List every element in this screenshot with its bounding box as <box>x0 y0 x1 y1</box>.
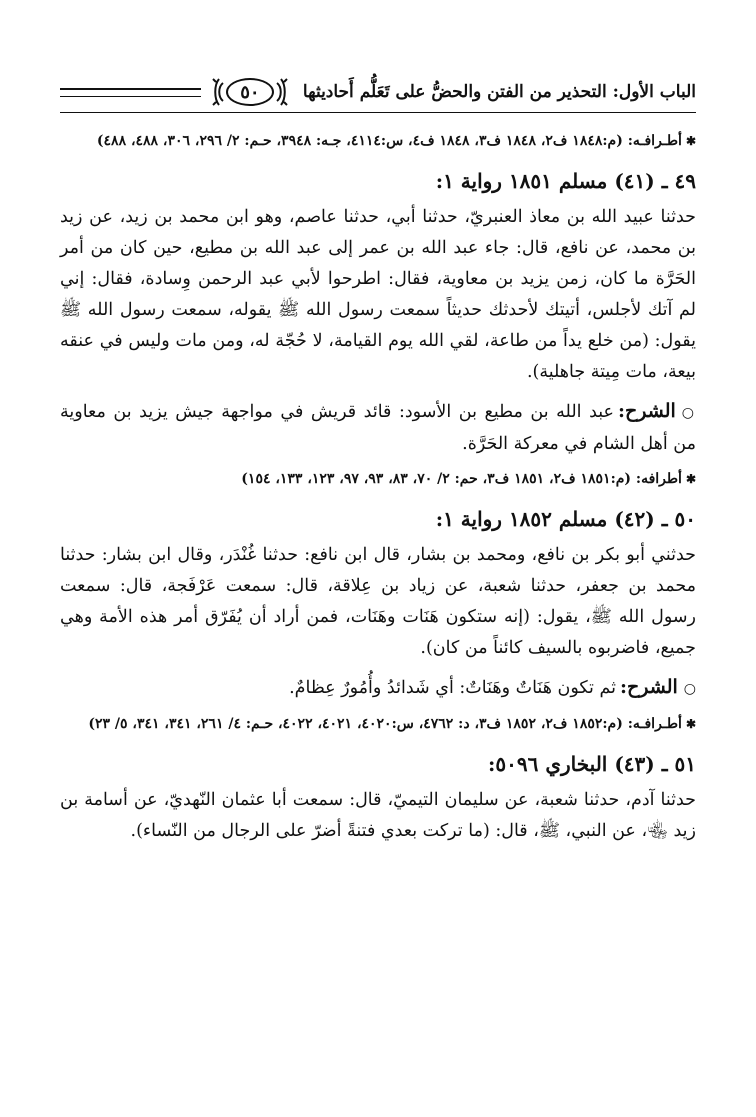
hadith-heading: ٤٩ ـ (٤١) مسلم ١٨٥١ رواية ١: <box>435 169 696 193</box>
sharh-label: الشرح: <box>620 676 678 698</box>
asterisk-icon: ✱ <box>685 472 696 486</box>
asterisk-icon: ✱ <box>685 134 696 148</box>
hadith-heading: ٥١ ـ (٤٣) البخاري ٥٠٩٦: <box>488 752 696 776</box>
atraf-note: ✱أطرافه: (م:١٨٥١ ف٢، ١٨٥١ ف٣، حم: ٢/ ٧٠، ٨٣، ٩٣، ٩٧، ١٢٣، ١٣٣، ١٥٤) <box>241 471 696 487</box>
ornament-right-icon <box>273 77 289 107</box>
sharh-note: ○الشرح:ثم تكون هَنَاتٌ وهَنَاتٌ: أي شَدائدُ وأُمُورٌ عِظامٌ. <box>289 676 696 698</box>
sharh-label: الشرح: <box>618 400 676 422</box>
chapter-title: الباب الأول: التحذير من الفتن والحضُّ على تَعَلُّم أَحاديثها <box>302 82 696 102</box>
header-divider <box>60 112 696 113</box>
hadith-text: حدثني أبو بكر بن نافع، ومحمد بن بشار، قال ابن نافع: حدثنا غُنْدَر، وقال ابن بشار: حدثنا محمد بن جعفر، حدثنا شعبة، عن زياد بن عِلاقة، قال: سمعت عَرْفَجة، قال: سمعت رسول الله ﷺ، يقول: (إنه ستكون هَنَات وهَنَات، فمن أراد أن يُفَرّق أمر هذه الأمة وهي جميع، فاضربوه بالسيف كائناً من كان). <box>60 545 696 658</box>
hadith-text: حدثنا عبيد الله بن معاذ العنبريّ، حدثنا أبي، حدثنا عاصم، وهو ابن محمد بن زيد، عن زيد بن محمد، عن نافع، قال: جاء عبد الله بن عمر إلى عبد الله بن مطيع، حين كان من أمر الحَرَّة ما كان، زمن يزيد بن معاوية، فقال: اطرحوا لأبي عبد الرحمن وِسادة، فقال: إني لم آتك لأجلس، أتيتك لأحدثك حديثاً سمعت رسول الله ﷺ يقوله، سمعت رسول الله ﷺ يقول: (من خلع يداً من طاعة، لقي الله يوم القيامة، لا حُجّة له، ومن مات وليس في عنقه بيعة، مات مِيتة جاهلية). <box>60 207 696 382</box>
page-number-badge <box>211 75 289 109</box>
circle-bullet-icon: ○ <box>683 681 696 697</box>
page-header <box>60 72 696 112</box>
hadith-heading: ٥٠ ـ (٤٢) مسلم ١٨٥٢ رواية ١: <box>435 507 696 531</box>
ornament-left-icon <box>211 77 227 107</box>
page-content <box>60 130 696 855</box>
sharh-note: ○الشرح:عبد الله بن مطيع بن الأسود: قائد قريش في مواجهة جيش يزيد بن معاوية من أهل الشام في معركة الحَرَّة. <box>60 400 696 454</box>
atraf-note: ✱أطـرافـه: (م:١٨٥٢ ف٢، ١٨٥٢ ف٣، د: ٤٧٦٢، س:٤٠٢٠، ٤٠٢١، ٤٠٢٢، حـم: ٤/ ٢٦١، ٣٤١، ٣٤١، ٥/ ٢٣) <box>88 716 696 732</box>
asterisk-icon: ✱ <box>685 717 696 731</box>
atraf-note: ✱أطـرافـه: (م:١٨٤٨ ف٢، ١٨٤٨ ف٣، ١٨٤٨ ف٤، س:٤١١٤، جـه: ٣٩٤٨، حـم: ٢/ ٢٩٦، ٣٠٦، ٤٨٨، ٤٨٨) <box>96 133 696 149</box>
page-number: ٥٠ <box>226 78 274 106</box>
circle-bullet-icon: ○ <box>681 405 696 421</box>
header-rule <box>60 88 201 97</box>
hadith-text: حدثنا آدم، حدثنا شعبة، عن سليمان التيميّ، قال: سمعت أبا عثمان النّهديّ، عن أسامة بن زيد ﵄، عن النبي، ﷺ، قال: (ما تركت بعدي فتنةً أضرّ على الرجال من النّساء). <box>60 790 696 841</box>
